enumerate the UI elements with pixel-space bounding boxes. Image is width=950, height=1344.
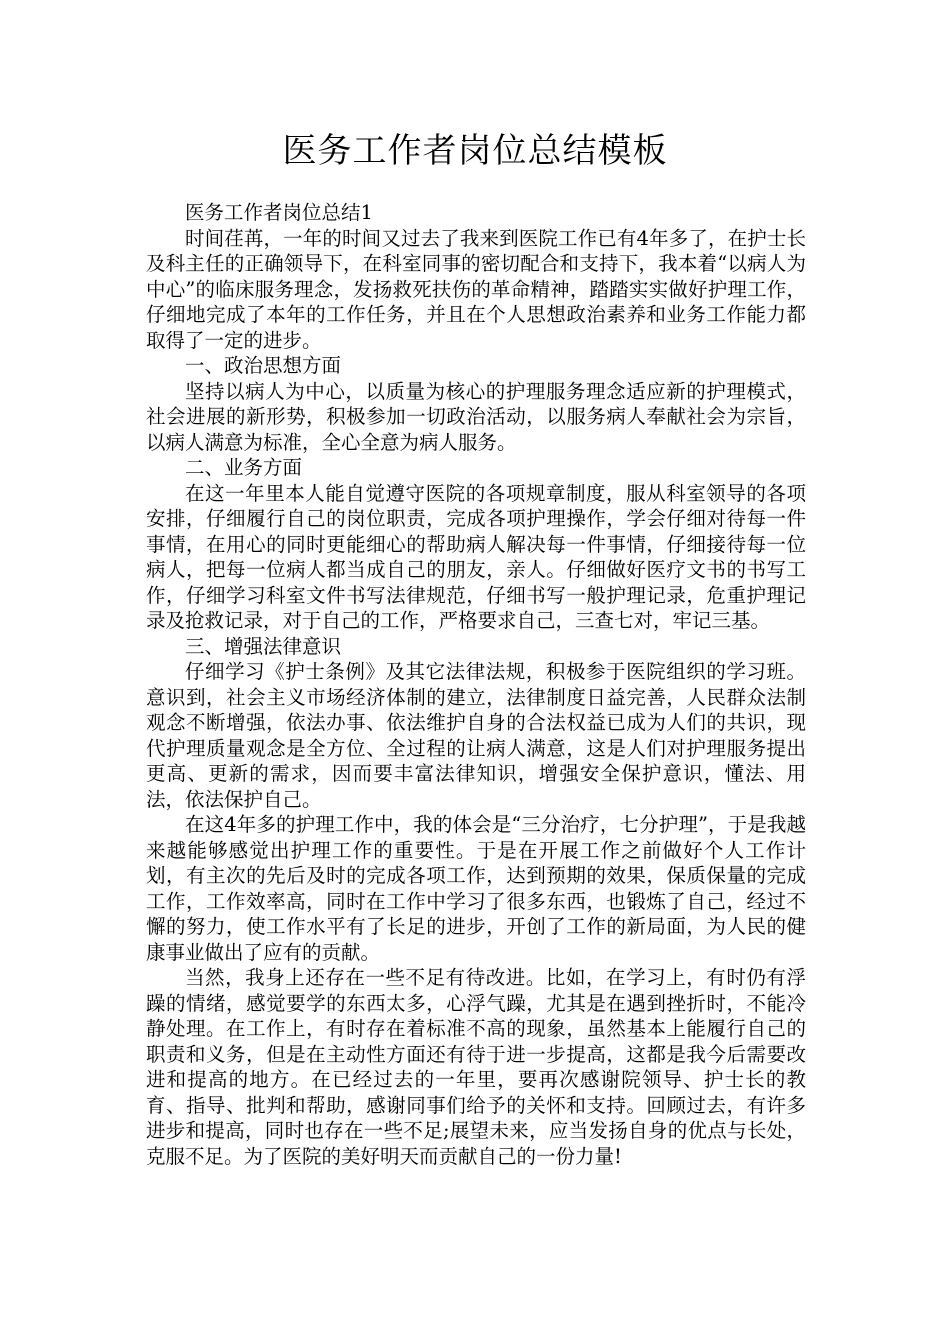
section-heading: 医务工作者岗位总结1 xyxy=(185,201,373,224)
body-paragraph: 仔细学习《护士条例》及其它法律法规，积极参于医院组织的学习班。意识到，社会主义市场经济体制的建立，法律制度日益完善，人民群众法制观念不断增强，依法办事、依法维护自身的合法权益已成为人们的共识，现代护理质量观念是全方位、全过程的让病人满意，这是人们对护理服务提出更高、更新的需求，因而要丰富法律知识，增强安全保护意识，懂法、用法，依法保护自己。 xyxy=(146,660,806,811)
body-paragraph: 时间荏苒，一年的时间又过去了我来到医院工作已有4年多了，在护士长及科主任的正确领导下，在科室同事的密切配合和支持下，我本着“以病人为中心”的临床服务理念，发扬救死扶伤的革命精神，踏踏实实做好护理工作，仔细地完成了本年的工作任务，并且在个人思想政治素养和业务工作能力都取得了一定的进步。 xyxy=(146,226,806,352)
body-paragraph: 在这一年里本人能自觉遵守医院的各项规章制度，服从科室领导的各项安排，仔细履行自己的岗位职责，完成各项护理操作，学会仔细对待每一件事情，在用心的同时更能细心的帮助病人解决每一件事情，仔细接待每一位病人，把每一位病人都当成自己的朋友，亲人。仔细做好医疗文书的书写工作，仔细学习科室文件书写法律规范，仔细书写一般护理记录，危重护理记录及抢救记录，对于自己的工作，严格要求自己，三查七对，牢记三基。 xyxy=(146,481,806,632)
section-heading: 三、增强法律意识 xyxy=(185,634,342,658)
section-heading: 一、政治思想方面 xyxy=(185,354,342,377)
body-paragraph: 当然，我身上还存在一些不足有待改进。比如，在学习上，有时仍有浮躁的情绪，感觉要学的东西太多，心浮气躁，尤其是在遇到挫折时，不能冷静处理。在工作上，有时存在着标准不高的现象，虽然基本上能履行自己的职责和义务，但是在主动性方面还有待于进一步提高，这都是我今后需要改进和提高的地方。在已经过去的一年里，要再次感谢院领导、护士长的教育、指导、批判和帮助，感谢同事们给予的关怀和支持。回顾过去，有许多进步和提高，同时也存在一些不足;展望未来，应当发扬自身的优点与长处，克服不足。为了医院的美好明天而贡献自己的一份力量! xyxy=(146,966,806,1168)
document-body xyxy=(146,200,806,1169)
body-paragraph: 在这4年多的护理工作中，我的体会是“三分治疗，七分护理”，于是我越来越能够感觉出护理工作的重要性。于是在开展工作之前做好个人工作计划，有主次的先后及时的完成各项工作，达到预期的效果，保质保量的完成工作，工作效率高，同时在工作中学习了很多东西，也锻炼了自己，经过不懈的努力，使工作水平有了长足的进步，开创了工作的新局面，为人民的健康事业做出了应有的贡献。 xyxy=(146,813,806,964)
document-title: 医务工作者岗位总结模板 xyxy=(282,131,668,171)
body-paragraph: 坚持以病人为中心，以质量为核心的护理服务理念适应新的护理模式，社会进展的新形势，积极参加一切政治活动，以服务病人奉献社会为宗旨，以病人满意为标准，全心全意为病人服务。 xyxy=(146,379,806,454)
section-heading: 二、业务方面 xyxy=(185,456,303,479)
